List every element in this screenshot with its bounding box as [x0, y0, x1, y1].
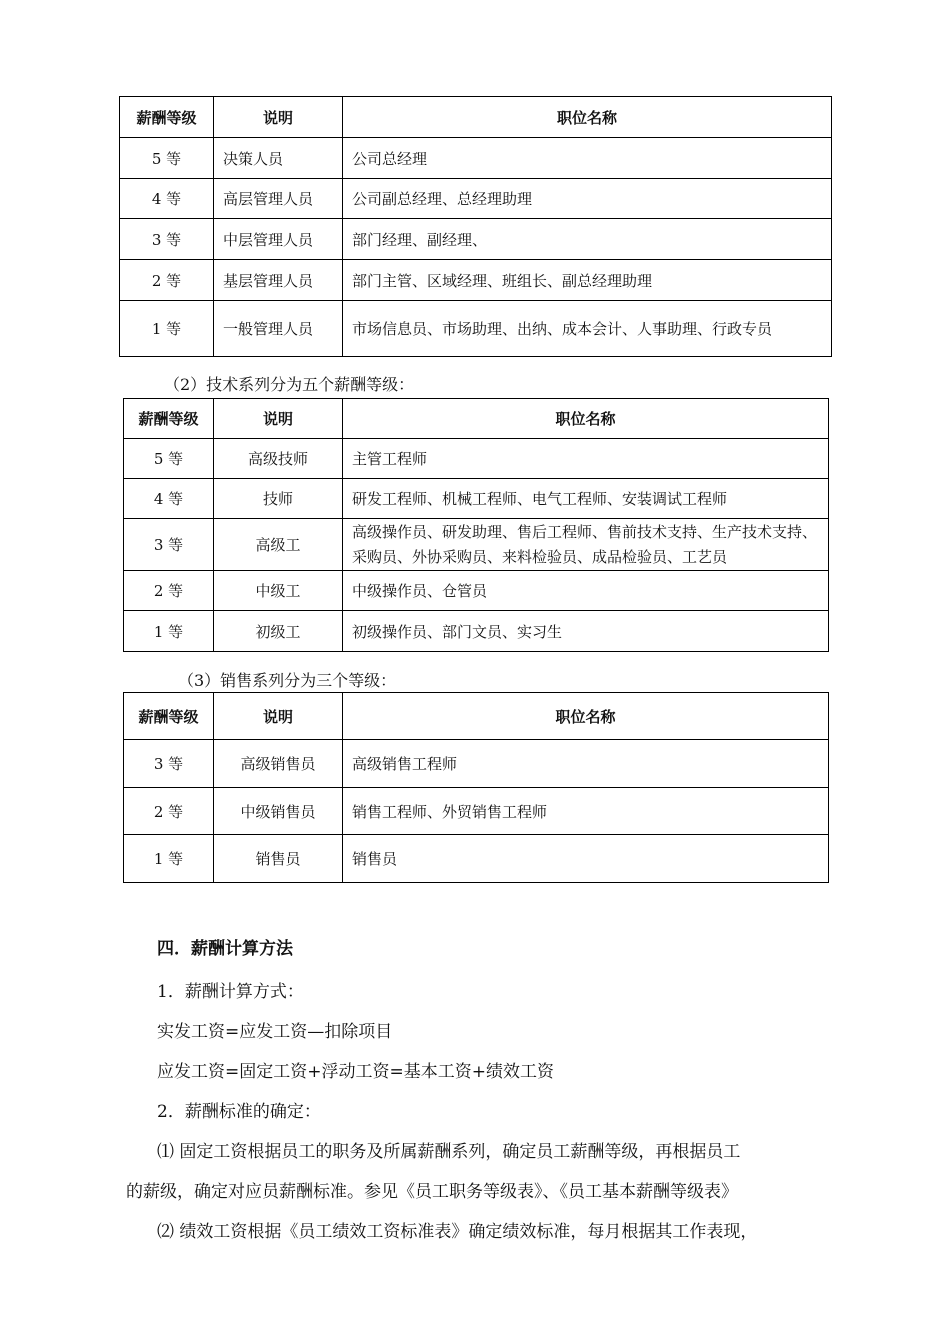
- description-cell: 决策人员: [214, 138, 343, 179]
- section-technical-title: （2）技术系列分为五个薪酬等级：: [164, 375, 415, 394]
- paragraph: 应发工资=固定工资+浮动工资=基本工资+绩效工资: [157, 1062, 554, 1082]
- position-cell: 高级操作员、研发助理、售后工程师、售前技术支持、生产技术支持、采购员、外协采购员、来料检验员、成品检验员、工艺员: [343, 519, 829, 571]
- table-row: [124, 611, 829, 652]
- table-row: [120, 301, 832, 357]
- grade-cell: 3 等: [124, 740, 214, 788]
- grade-cell: 5 等: [120, 138, 214, 179]
- paragraph: 2．薪酬标准的确定：: [157, 1102, 321, 1122]
- header-position: 职位名称: [343, 693, 829, 740]
- table-row: [124, 479, 829, 519]
- position-cell: 部门主管、区域经理、班组长、副总经理助理: [343, 260, 832, 301]
- position-cell: 公司副总经理、总经理助理: [343, 179, 832, 219]
- grade-cell: 2 等: [120, 260, 214, 301]
- description-cell: 中级工: [214, 571, 343, 611]
- grade-cell: 2 等: [124, 571, 214, 611]
- header-position: 职位名称: [343, 399, 829, 439]
- position-cell: 部门经理、副经理、: [343, 219, 832, 260]
- position-cell: 市场信息员、市场助理、出纳、成本会计、人事助理、行政专员: [343, 301, 832, 357]
- table-row: [120, 260, 832, 301]
- paragraph: 实发工资=应发工资—扣除项目: [157, 1022, 393, 1042]
- table-row: [124, 439, 829, 479]
- description-cell: 高级销售员: [214, 740, 343, 788]
- description-cell: 高层管理人员: [214, 179, 343, 219]
- grade-cell: 4 等: [124, 479, 214, 519]
- header-position: 职位名称: [343, 97, 832, 138]
- header-grade: 薪酬等级: [124, 693, 214, 740]
- table-row: [124, 788, 829, 835]
- table-row: [124, 519, 829, 571]
- table-row: [124, 740, 829, 788]
- position-cell: 高级销售工程师: [343, 740, 829, 788]
- description-cell: 基层管理人员: [214, 260, 343, 301]
- grade-cell: 1 等: [120, 301, 214, 357]
- description-cell: 一般管理人员: [214, 301, 343, 357]
- table-row: [120, 138, 832, 179]
- description-cell: 销售员: [214, 835, 343, 883]
- position-cell: 研发工程师、机械工程师、电气工程师、安装调试工程师: [343, 479, 829, 519]
- grade-cell: 1 等: [124, 611, 214, 652]
- paragraph: 的薪级，确定对应员薪酬标准。参见《员工职务等级表》、《员工基本薪酬等级表》: [126, 1182, 738, 1202]
- grade-cell: 5 等: [124, 439, 214, 479]
- description-cell: 高级工: [214, 519, 343, 571]
- header-description: 说明: [214, 97, 343, 138]
- table-row: [124, 571, 829, 611]
- position-cell: 初级操作员、部门文员、实习生: [343, 611, 829, 652]
- header-description: 说明: [214, 399, 343, 439]
- position-cell: 销售员: [343, 835, 829, 883]
- grade-cell: 4 等: [120, 179, 214, 219]
- grade-cell: 2 等: [124, 788, 214, 835]
- position-cell: 主管工程师: [343, 439, 829, 479]
- description-cell: 中级销售员: [214, 788, 343, 835]
- table-row: [124, 835, 829, 883]
- section-sales-title: （3）销售系列分为三个等级：: [178, 671, 397, 690]
- technical-grade-table: [123, 398, 829, 652]
- description-cell: 初级工: [214, 611, 343, 652]
- position-cell: 中级操作员、仓管员: [343, 571, 829, 611]
- description-cell: 中层管理人员: [214, 219, 343, 260]
- paragraph: ⑵ 绩效工资根据《员工绩效工资标准表》确定绩效标准，每月根据其工作表现，: [157, 1222, 758, 1242]
- paragraph: 1．薪酬计算方式：: [157, 982, 304, 1002]
- position-cell: 销售工程师、外贸销售工程师: [343, 788, 829, 835]
- section-heading-salary-calc: 四．薪酬计算方法: [157, 939, 293, 959]
- grade-cell: 3 等: [120, 219, 214, 260]
- management-grade-table: [119, 96, 832, 357]
- table-row: [120, 179, 832, 219]
- paragraph: ⑴ 固定工资根据员工的职务及所属薪酬系列，确定员工薪酬等级，再根据员工: [157, 1142, 741, 1162]
- grade-cell: 1 等: [124, 835, 214, 883]
- header-grade: 薪酬等级: [120, 97, 214, 138]
- grade-cell: 3 等: [124, 519, 214, 571]
- header-grade: 薪酬等级: [124, 399, 214, 439]
- position-cell: 公司总经理: [343, 138, 832, 179]
- description-cell: 技师: [214, 479, 343, 519]
- header-description: 说明: [214, 693, 343, 740]
- description-cell: 高级技师: [214, 439, 343, 479]
- table-row: [120, 219, 832, 260]
- sales-grade-table: [123, 692, 829, 883]
